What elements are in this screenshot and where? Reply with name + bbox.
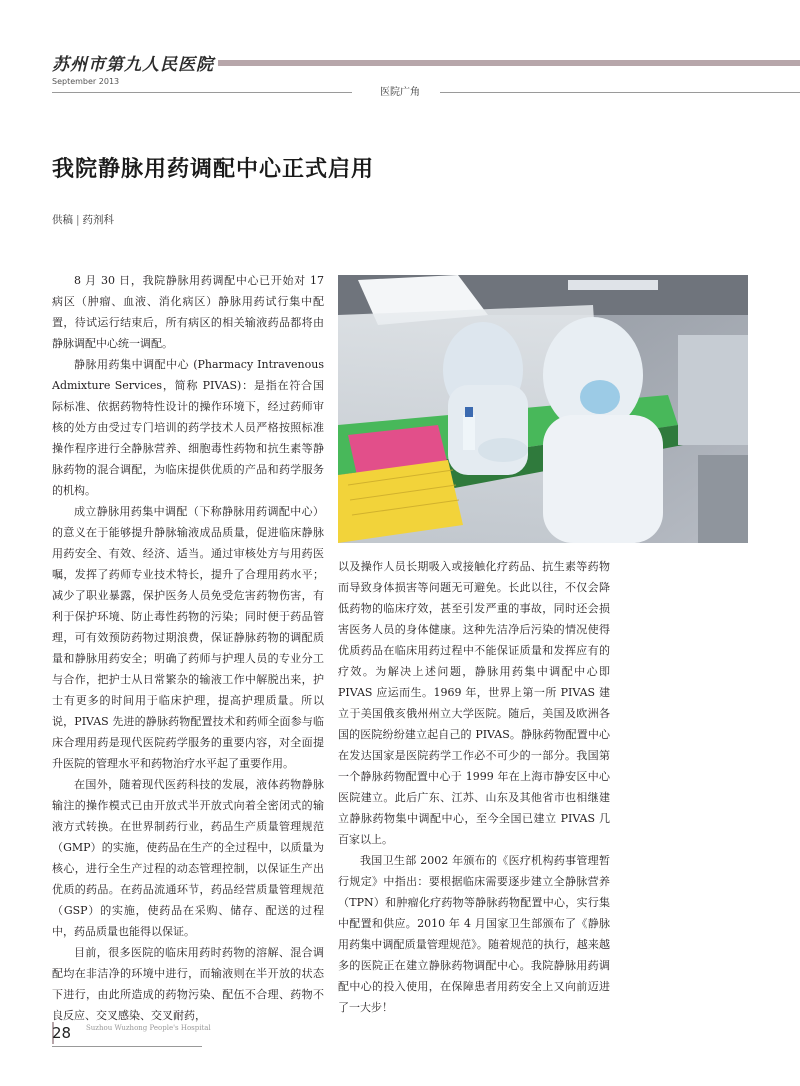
byline-separator: |: [76, 214, 80, 226]
header-rule-left: [52, 92, 352, 93]
byline: [52, 212, 114, 227]
body-column-right: [338, 556, 610, 1018]
header-bar: [218, 60, 800, 66]
footer-rule: [52, 1046, 202, 1047]
paragraph: 目前，很多医院的临床用药时药物的溶解、混合调配均在非洁净的环境中进行，而输液则在半开放的状态下进行，由此所造成的药物污染、配伍不合理、药物不良反应、交叉感染、交叉耐药，: [52, 946, 324, 1022]
footer-hospital-name: Suzhou Wuzhong People's Hospital: [86, 1024, 211, 1032]
byline-author: 药剂科: [82, 214, 115, 226]
article-title: 我院静脉用药调配中心正式启用: [52, 157, 375, 182]
paragraph: 8 月 30 日，我院静脉用药调配中心已开始对 17 病区（肿瘤、血液、消化病区）静脉用药试行集中配置，待试运行结束后，所有病区的相关输液药品都将由静脉调配中心统一调配。: [52, 274, 324, 350]
hospital-name: 苏州市第九人民医院: [52, 55, 214, 75]
paragraph: 我国卫生部 2002 年颁布的《医疗机构药事管理暂行规定》中指出：要根据临床需要逐步建立全静脉营养（TPN）和肿瘤化疗药物等静脉药物配置中心，实行集中配置和供应。2010 年 4 月国家卫生部颁布了《静脉用药集中调配质量管理规范》。随着规范的执行，越来越多的医院正在建立静脉药物调配中心。我院静脉用药调配中心的投入使用，在保障患者用药安全上又向前迈进了一大步！: [338, 854, 610, 1014]
byline-prefix: 供稿: [52, 214, 73, 226]
header-rule-right: [440, 92, 800, 93]
page-number: 28: [52, 1024, 72, 1042]
article-photo: [338, 275, 748, 543]
body-column-left: [52, 270, 324, 1026]
section-label: 医院广角: [380, 87, 420, 98]
paragraph: 静脉用药集中调配中心 (Pharmacy Intravenous Admixture Services，简称 PIVAS)：是指在符合国际标准、依据药物特性设计的操作环境下，经过药师审核的处方由受过专门培训的药学技术人员严格按照标准操作程序进行全静脉营养、细胞毒性药物和抗生素等静脉药物的混合调配，为临床提供优质的产品和药学服务的机构。: [52, 358, 324, 497]
issue-date: September 2013: [52, 77, 120, 86]
paragraph: 成立静脉用药集中调配（下称静脉用药调配中心）的意义在于能够提升静脉输液成品质量，促进临床静脉用药安全、有效、经济、适当。通过审核处方与用药医嘱，发挥了药师专业技术特长，提升了合理用药水平；减少了职业暴露，保护医务人员免受危害药物伤害，有利于保护环境、防止毒性药物的污染；同时便于药品管理，可有效预防药物过期浪费，保证静脉药物的调配质量和静脉用药安全；明确了药师与护理人员的专业分工与合作，把护士从日常繁杂的输液工作中解脱出来，护士有更多的时间用于临床护理，提高护理质量。所以说，PIVAS 先进的静脉药物配置技术和药师全面参与临床合理用药是现代医院药学服务的重要内容，对全面提升医院的管理水平和药物治疗水平起了重要作用。: [52, 505, 324, 770]
paragraph: 在国外，随着现代医药科技的发展，液体药物静脉输注的操作模式已由开放式半开放式向着全密闭式的输液方式转换。在世界制药行业，药品生产质量管理规范（GMP）的实施，使药品在生产的全过程中，以质量为核心，进行全生产过程的动态管理控制，以保证生产出优质的药品。在药品流通环节，药品经营质量管理规范（GSP）的实施，使药品在采购、储存、配送的过程中，药品质量也能得以保证。: [52, 778, 324, 938]
paragraph-continued: 以及操作人员长期吸入或接触化疗药品、抗生素等药物而导致身体损害等问题无可避免。长此以往，不仅会降低药物的临床疗效，甚至引发严重的事故，同时还会损害医务人员的身体健康。这种先洁净后污染的情况使得优质药品在临床用药过程中不能保证质量和发挥应有的疗效。为解决上述问题，静脉用药集中调配中心即 PIVAS 应运而生。1969 年，世界上第一所 PIVAS 建立于美国俄亥俄州州立大学医院。随后，美国及欧洲各国的医院纷纷建立起自己的 PIVAS。静脉药物配置中心在发达国家是医院药学工作必不可少的一部分。我国第一个静脉药物配置中心于 1999 年在上海市静安区中心医院建立。此后广东、江苏、山东及其他省市也相继建立静脉药物集中调配中心，至今全国已建立 PIVAS 几百家以上。: [338, 560, 610, 846]
